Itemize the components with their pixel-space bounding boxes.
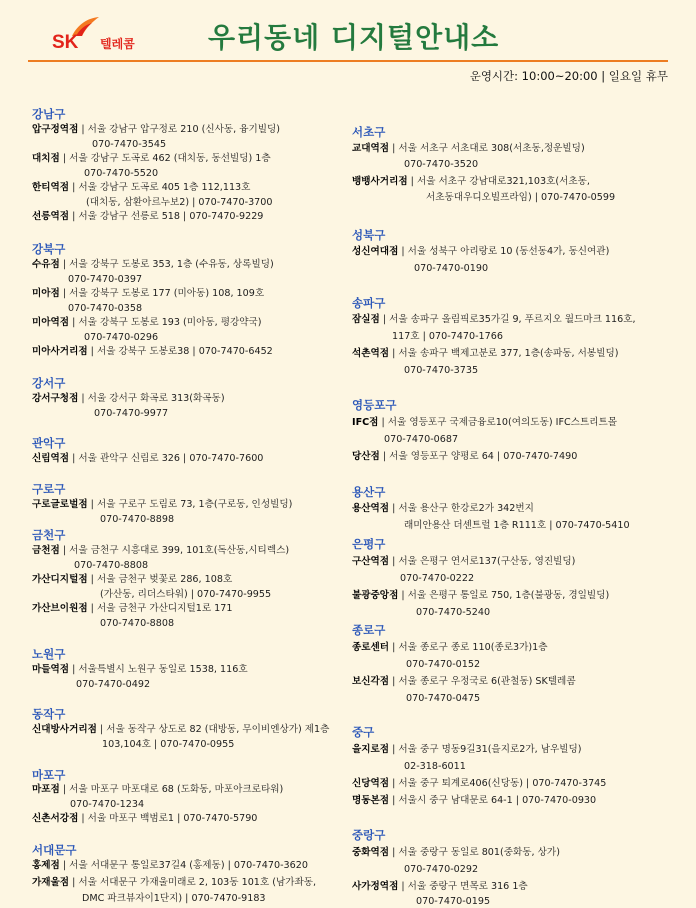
store-name: 불광중앙점 [352,590,399,601]
store-info: | 서울 중구 퇴계로406(신당동) | 070-7470-3745 [389,778,607,789]
store-info: | 서울 영등포구 국제금융로10(여의도동) IFC스트리트몰 [378,417,618,428]
store-name: 미아점 [32,288,60,299]
store-entry [352,881,528,893]
store-entry [352,795,596,807]
store-entry [32,877,316,889]
store-info-cont: 070-7470-8808 [100,618,175,629]
district-heading: 중랑구 [352,828,386,842]
page-title: 우리동네 디지털안내소 [208,21,500,54]
store-info-cont: DMC 파크뷰자이1단지) | 070-7470-9183 [82,893,266,904]
store-entry [32,259,274,271]
logo-name-text: 텔레콤 [100,37,135,51]
store-info: | 서울 서대문구 가재울미래로 2, 103동 101호 (남가좌동, [69,877,317,888]
store-name: 용산역점 [352,503,390,514]
store-info: | 서울 강남구 도곡로 462 (대치동, 동선빌딩) 1층 [59,153,271,164]
store-entry [32,393,225,405]
store-name: 잠실점 [352,314,380,325]
store-name: 홍제점 [32,860,60,871]
store-name: 석촌역점 [352,348,390,359]
store-name: 수유점 [32,259,60,270]
store-entry [32,346,273,358]
store-name: 신촌서강점 [32,813,79,824]
store-info-cont: 070-7470-0222 [400,573,475,584]
store-entry [32,453,263,465]
store-entry [32,288,264,300]
store-entry [32,317,262,329]
store-name: 을지로점 [352,744,390,755]
district-heading: 성북구 [352,228,386,242]
store-info: | 서울 강북구 도봉로38 | 070-7470-6452 [87,346,273,357]
logo-sk-text: SK [52,32,79,53]
district-heading: 강남구 [32,107,66,121]
store-info-cont: 070-7470-9977 [94,408,169,419]
store-info: | 서울 구로구 도림로 73, 1층(구로동, 인성빌딩) [87,499,293,510]
store-info-cont: 070-7470-0190 [414,263,489,274]
store-info-cont: 070-7470-5240 [416,607,491,618]
store-info: | 서울 관악구 신림로 326 | 070-7470-7600 [69,453,264,464]
store-name: 압구정역점 [32,124,79,135]
store-info: | 서울 송파구 올림픽로35가길 9, 푸르지오 월드마크 116호, [379,314,636,325]
store-info: | 서울 강북구 도봉로 353, 1층 (수유동, 상록빌딩) [59,259,274,270]
store-name: 마들역점 [32,664,70,675]
store-info-cont: 070-7470-0358 [68,303,143,314]
store-info: | 서울 서대문구 통일로37길4 (홍제동) | 070-7470-3620 [59,860,308,871]
store-info-cont: 070-7470-3545 [92,139,167,150]
district-heading: 서대문구 [32,843,77,857]
store-entry [32,813,257,825]
store-name: 한티역점 [32,182,70,193]
store-info-cont: 070-7470-0296 [84,332,159,343]
store-info: | 서울 금천구 시흥대로 399, 101호(독산동,시티렉스) [59,545,290,556]
store-info: | 서울 금천구 벚꽃로 286, 108호 [87,574,233,585]
district-heading: 금천구 [32,528,66,542]
store-info: | 서울 마포구 백범로1 | 070-7470-5790 [78,813,258,824]
district-heading: 마포구 [32,768,66,782]
store-name: 선릉역점 [32,211,70,222]
store-name: 구로글로벌점 [32,499,88,510]
store-info: | 서울 중랑구 면목로 316 1층 [398,881,528,892]
store-info: | 서울 마포구 마포대로 68 (도화동, 마포아크로타워) [59,784,284,795]
district-heading: 용산구 [352,485,386,499]
store-name: 신림역점 [32,453,70,464]
store-entry [32,574,232,586]
district-heading: 관악구 [32,436,66,450]
store-entry [352,176,590,188]
store-name: 보신각점 [352,676,390,687]
store-name: 신대방사거리점 [32,724,97,735]
store-info: | 서울 서초구 서초대로 308(서초동,정운빌딩) [389,143,585,154]
store-entry [32,545,289,557]
store-info-cont: 070-7470-1234 [70,799,145,810]
store-name: 마포점 [32,784,60,795]
store-name: 금천점 [32,545,60,556]
store-info-cont: 070-7470-3520 [404,159,479,170]
store-entry [32,724,329,736]
store-info-cont: 070-7470-0292 [404,864,479,875]
store-entry [352,246,609,258]
store-info-cont: 070-7470-0397 [68,274,143,285]
store-entry [352,143,585,155]
store-entry [352,744,582,756]
store-info: | 서울 강남구 압구정로 210 (신사동, 융기빌딩) [78,124,281,135]
district-heading: 동작구 [32,707,66,721]
store-entry [32,784,283,796]
store-info-cont: (대치동, 삼환아르누보2) | 070-7470-3700 [86,197,273,208]
store-info-cont: 02-318-6011 [404,761,466,772]
store-info: | 서울 용산구 한강로2가 342번지 [389,503,534,514]
store-name: 당산점 [352,451,380,462]
store-entry [352,642,548,654]
store-info-cont: 070-7470-0475 [406,693,481,704]
store-entry [32,124,280,136]
store-entry [32,153,271,165]
store-info-cont: 래미안용산 더센트럴 1층 R111호 | 070-7470-5410 [404,520,630,531]
store-entry [352,778,606,790]
store-entry [32,860,308,872]
store-info: | 서울 성북구 아리랑로 10 (동선동4가, 동신여관) [398,246,610,257]
store-name: 사가정역점 [352,881,399,892]
store-info-cont: 070-7470-0152 [406,659,481,670]
store-info: | 서울 종로구 우정국로 6(관철동) SK텔레콤 [389,676,576,687]
store-entry [32,603,232,615]
store-info-cont: 103,104호 | 070-7470-0955 [102,739,235,750]
store-name: 가산브이원점 [32,603,88,614]
store-name: 미아사거리점 [32,346,88,357]
district-heading: 송파구 [352,296,386,310]
store-info: | 서울 강서구 화곡로 313(화곡동) [78,393,225,404]
store-entry [352,314,636,326]
store-name: 대치점 [32,153,60,164]
store-name: 뱅뱅사거리점 [352,176,408,187]
store-info-cont: 117호 | 070-7470-1766 [392,331,503,342]
store-info-cont: 070-7470-0687 [384,434,459,445]
district-heading: 강북구 [32,242,66,256]
store-entry [352,451,577,463]
store-info: | 서울 금천구 가산디지털1로 171 [87,603,233,614]
store-info: | 서울 강북구 도봉로 193 (미아동, 평강약국) [69,317,262,328]
store-info-cont: 070-7470-5520 [84,168,159,179]
header-divider [28,60,668,62]
store-info: | 서울 서초구 강남대로321,103호(서초동, [407,176,590,187]
store-name: 명동본점 [352,795,390,806]
store-info-cont: 070-7470-8808 [74,560,149,571]
operating-hours: 운영시간: 10:00~20:00 | 일요일 휴무 [469,69,668,83]
store-info-cont: 서초동대우디오빌프라임) | 070-7470-0599 [426,192,616,203]
store-entry [32,211,263,223]
district-heading: 종로구 [352,623,386,637]
store-entry [352,417,617,429]
store-entry [352,503,534,515]
store-name: IFC점 [352,417,379,428]
store-name: 교대역점 [352,143,390,154]
store-entry [32,182,250,194]
store-info: | 서울 강북구 도봉로 177 (미아동) 108, 109호 [59,288,265,299]
store-info: | 서울특별시 노원구 동일로 1538, 116호 [69,664,248,675]
store-entry [32,664,248,676]
store-entry [32,499,292,511]
store-info: | 서울 동작구 상도로 82 (대방동, 무이비엔상가) 제1층 [96,724,330,735]
store-entry [352,847,560,859]
store-info: | 서울 중구 명동9길31(을지로2가, 남우빌딩) [389,744,582,755]
store-info-cont: 070-7470-3735 [404,365,479,376]
district-heading: 구로구 [32,482,66,496]
store-info-cont: 070-7470-8898 [100,514,175,525]
district-heading: 은평구 [352,537,386,551]
store-name: 구산역점 [352,556,390,567]
store-name: 강서구청점 [32,393,79,404]
store-name: 신당역점 [352,778,390,789]
store-info: | 서울시 중구 남대문로 64-1 | 070-7470-0930 [389,795,597,806]
header [0,0,696,90]
store-info: | 서울 강남구 선릉로 518 | 070-7470-9229 [69,211,264,222]
store-name: 종로센터 [352,642,390,653]
district-heading: 노원구 [32,647,66,661]
store-info: | 서울 은평구 통일로 750, 1층(불광동, 경일빌딩) [398,590,610,601]
store-info: | 서울 은평구 연서로137(구산동, 영진빌딩) [389,556,576,567]
store-info: | 서울 영등포구 양평로 64 | 070-7470-7490 [379,451,578,462]
store-entry [352,676,576,688]
store-entry [352,348,618,360]
store-name: 중화역점 [352,847,390,858]
store-info-cont: (가산동, 리더스타워) | 070-7470-9955 [100,589,272,600]
district-heading: 강서구 [32,376,66,390]
store-name: 성신여대점 [352,246,399,257]
store-info: | 서울 강남구 도곡로 405 1층 112,113호 [69,182,251,193]
store-info: | 서울 종로구 종로 110(종로3가)1층 [389,642,548,653]
store-entry [352,590,609,602]
store-info: | 서울 중랑구 동일로 801(중화동, 상가) [389,847,560,858]
district-heading: 중구 [352,725,375,739]
store-name: 가산디지털점 [32,574,88,585]
district-heading: 영등포구 [352,398,397,412]
store-name: 가재울점 [32,877,70,888]
store-info-cont: 070-7470-0492 [76,679,151,690]
store-info-cont: 070-7470-0195 [416,896,491,907]
store-name: 미아역점 [32,317,70,328]
store-entry [352,556,575,568]
district-heading: 서초구 [352,125,386,139]
store-info: | 서울 송파구 백제고분로 377, 1층(송파동, 서봉빌딩) [389,348,619,359]
